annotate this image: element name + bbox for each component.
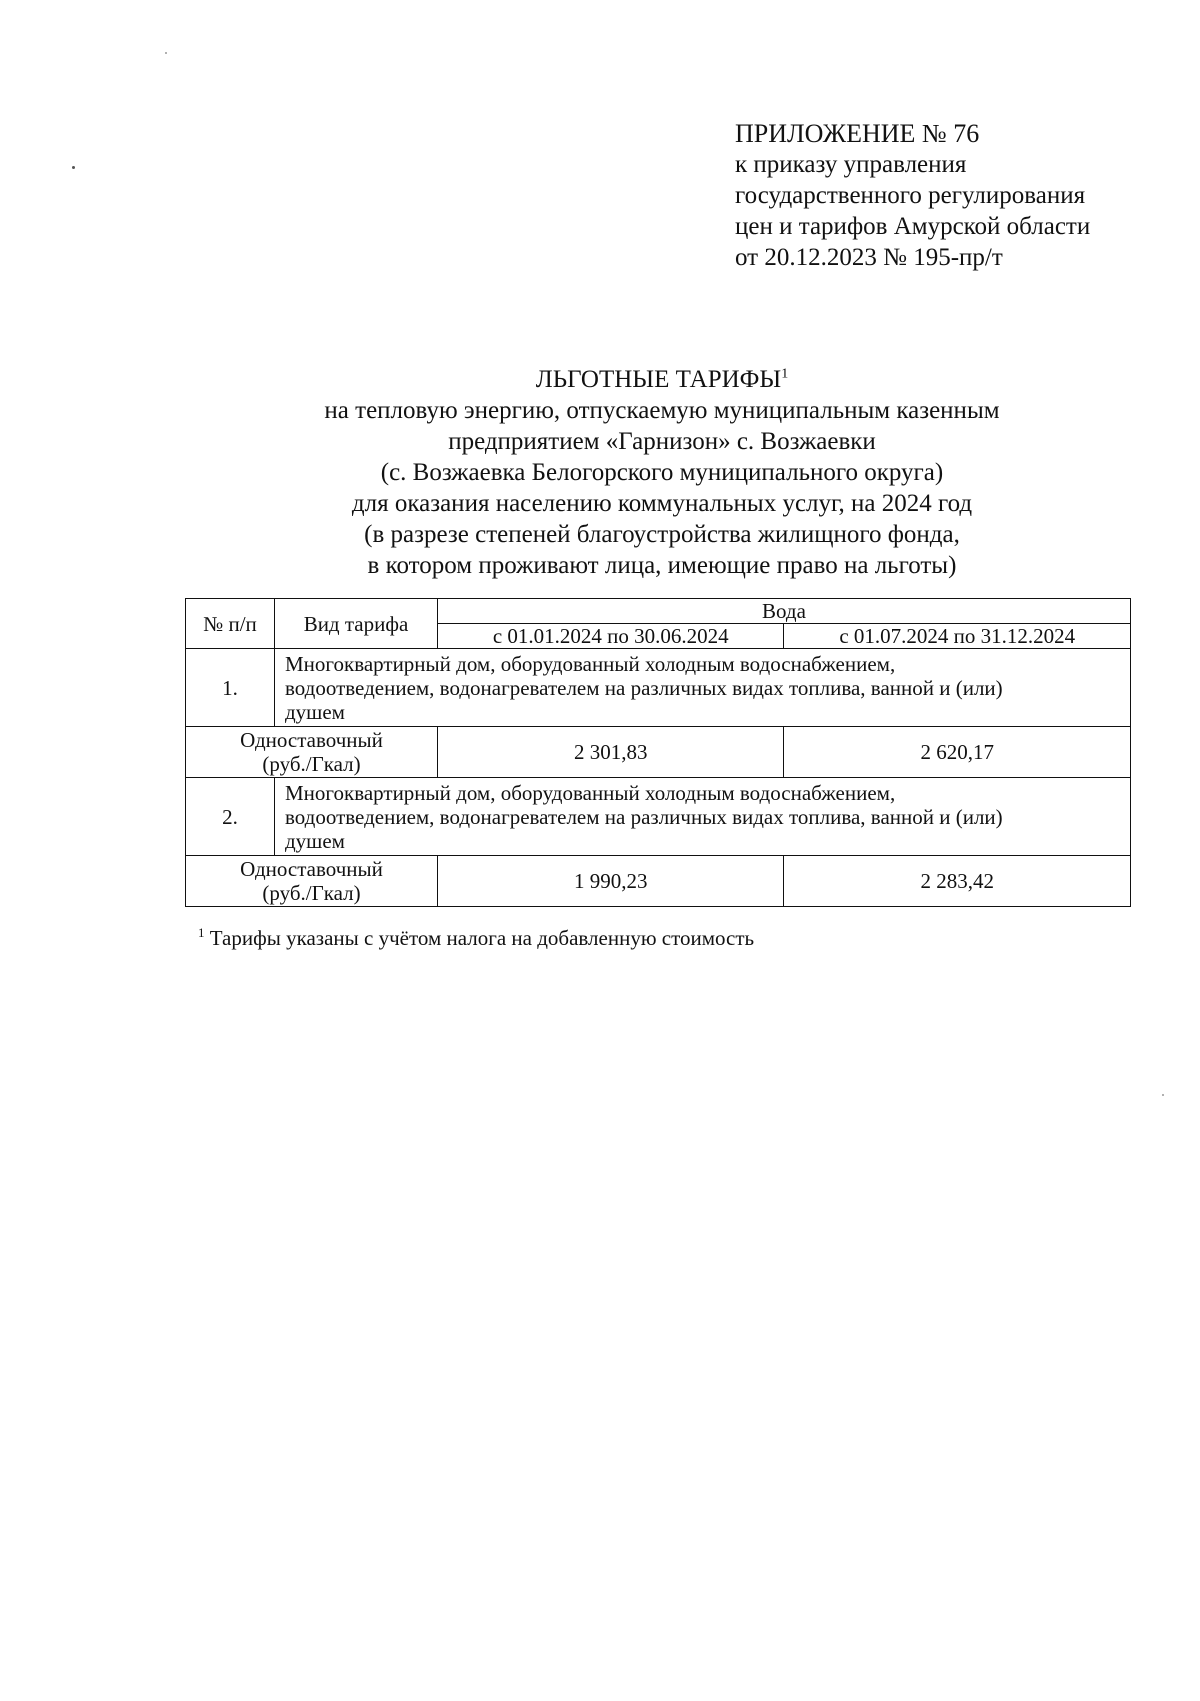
header-group-water: Вода <box>438 599 1131 624</box>
title-line: (с. Возжаевка Белогорского муниципального округа) <box>380 459 944 486</box>
footnote-text: Тарифы указаны с учётом налога на добавленную стоимость <box>204 926 755 950</box>
group-description <box>275 778 1131 856</box>
appendix-authority-line: государственного регулирования <box>735 182 1086 209</box>
group-description <box>275 649 1131 727</box>
title-line: предприятием «Гарнизон» с. Возжаевки <box>448 428 876 455</box>
scan-speck <box>165 52 167 54</box>
appendix-header <box>735 118 1175 273</box>
title-line: (в разрезе степеней благоустройства жилищного фонда, <box>364 521 960 548</box>
group-description-line: душем <box>285 829 345 853</box>
title-line: в котором проживают лица, имеющие право на льготы) <box>367 552 957 579</box>
tariff-type-name: Одноставочный <box>240 728 383 752</box>
tariff-value-period-2: 2 283,42 <box>784 856 1131 907</box>
table-row <box>186 649 1131 727</box>
appendix-date-line: от 20.12.2023 № 195-пр/т <box>735 244 1003 271</box>
table-row <box>186 778 1131 856</box>
appendix-number: ПРИЛОЖЕНИЕ № 76 <box>735 119 980 148</box>
header-period-2: с 01.07.2024 по 31.12.2024 <box>784 624 1131 649</box>
header-type: Вид тарифа <box>275 599 438 649</box>
group-description-line: Многоквартирный дом, оборудованный холодным водоснабжением, <box>285 781 896 805</box>
tariff-value-period-1: 1 990,23 <box>438 856 784 907</box>
scan-speck <box>72 166 75 169</box>
table-header-row <box>186 599 1131 624</box>
appendix-region-line: цен и тарифов Амурской области <box>735 213 1091 240</box>
group-description-line: водоотведением, водонагревателем на различных видах топлива, ванной и (или) <box>285 676 1003 700</box>
header-period-1: с 01.01.2024 по 30.06.2024 <box>438 624 784 649</box>
scan-speck <box>1162 1094 1164 1096</box>
group-description-line: водоотведением, водонагревателем на различных видах топлива, ванной и (или) <box>285 805 1003 829</box>
title-line: для оказания населению коммунальных услуг, на 2024 год <box>351 490 973 517</box>
tariff-unit: (руб./Гкал) <box>262 752 361 776</box>
title-main: ЛЬГОТНЫЕ ТАРИФЫ <box>535 366 782 393</box>
tariff-type-name: Одноставочный <box>240 857 383 881</box>
document-title <box>180 364 1144 581</box>
tariff-value-period-1: 2 301,83 <box>438 727 784 778</box>
footnote <box>198 926 754 950</box>
tariff-table <box>185 598 1131 907</box>
table-row <box>186 727 1131 778</box>
tariff-type-label <box>186 727 438 778</box>
tariff-unit: (руб./Гкал) <box>262 881 361 905</box>
title-main-line <box>180 364 1144 395</box>
tariff-type-label <box>186 856 438 907</box>
group-number: 2. <box>186 778 275 856</box>
group-description-line: душем <box>285 700 345 724</box>
table-row <box>186 856 1131 907</box>
header-num: № п/п <box>186 599 275 649</box>
appendix-order-line: к приказу управления <box>735 151 967 178</box>
tariff-value-period-2: 2 620,17 <box>784 727 1131 778</box>
title-line: на тепловую энергию, отпускаемую муниципальным казенным <box>324 397 1000 424</box>
title-footnote-mark: 1 <box>781 366 789 382</box>
group-description-line: Многоквартирный дом, оборудованный холодным водоснабжением, <box>285 652 896 676</box>
footnote-mark: 1 <box>198 925 205 940</box>
group-number: 1. <box>186 649 275 727</box>
